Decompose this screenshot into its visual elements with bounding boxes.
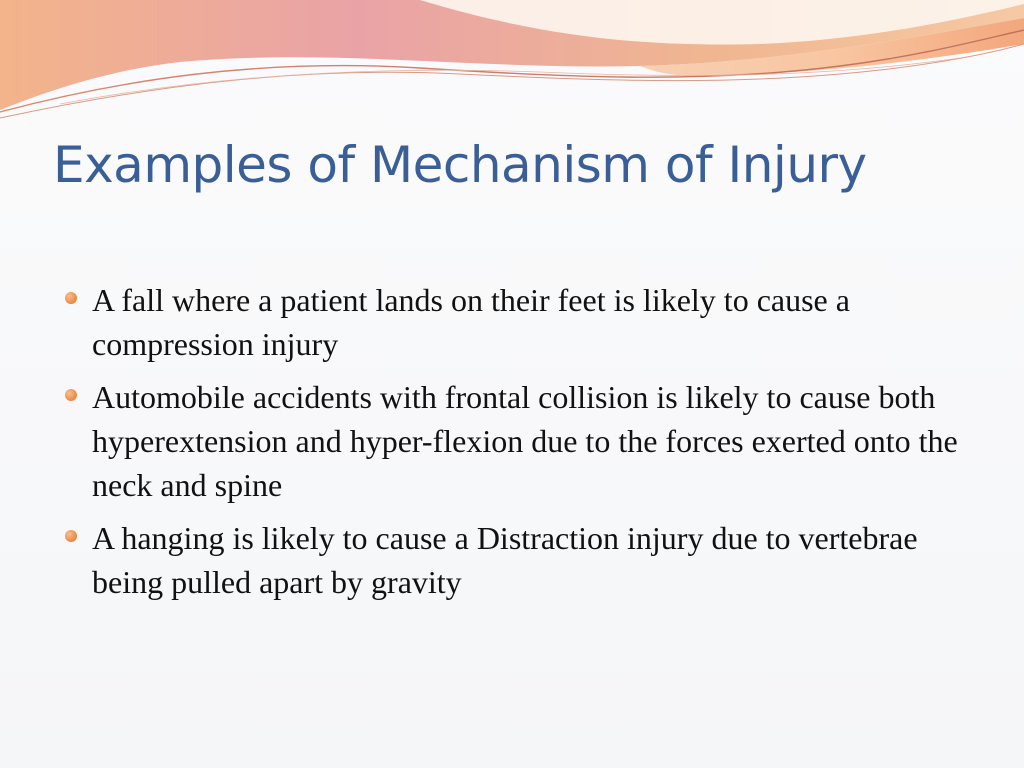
orange-dot-icon <box>65 530 77 542</box>
bullet-text: Automobile accidents with frontal collision is likely to cause both hyperextension and hyper-flexion due to the forces exerted onto the neck and spine <box>92 379 958 503</box>
slide-title: Examples of Mechanism of Injury <box>53 136 867 194</box>
bullet-text: A hanging is likely to cause a Distraction injury due to vertebrae being pulled apart by gravity <box>92 520 918 600</box>
bullet-item <box>62 375 962 507</box>
bullet-item <box>62 516 962 604</box>
bullet-item <box>62 278 962 366</box>
orange-dot-icon <box>65 292 77 304</box>
bullet-list <box>62 278 962 613</box>
bullet-text: A fall where a patient lands on their feet is likely to cause a compression injury <box>92 282 850 362</box>
decorative-swoosh-header <box>0 0 1024 130</box>
orange-dot-icon <box>65 389 77 401</box>
